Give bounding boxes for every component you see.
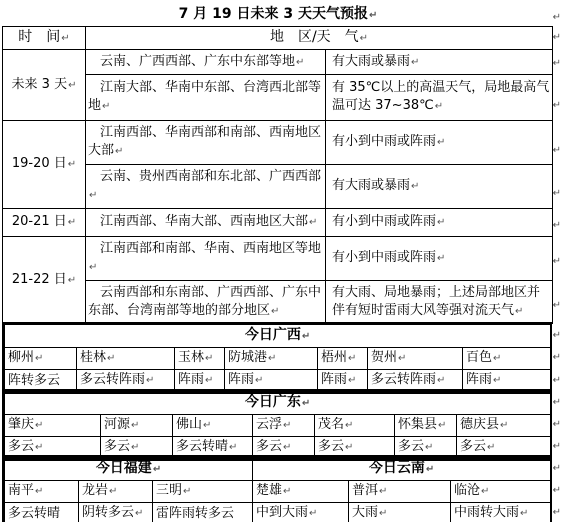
- row-end-mark: ↵: [552, 419, 561, 430]
- weather-cell: 阵雨↵: [175, 370, 225, 392]
- weather-cell: 多云↵: [395, 437, 457, 459]
- weather-cell: 阵转多云: [5, 370, 77, 392]
- row-end-mark: ↵: [552, 463, 561, 474]
- row-end-mark: ↵: [552, 145, 561, 156]
- forecast-row: [3, 50, 553, 75]
- weather-cell: 有大雨或暴雨↵: [326, 50, 553, 75]
- region-cell: 云南、贵州西南部和东北部、广西西部↵: [86, 165, 326, 209]
- city-cell: 南平↵: [5, 481, 79, 503]
- weather-cell: 多云↵: [457, 437, 551, 459]
- guangdong-section: [2, 389, 552, 461]
- row-end-mark: ↵: [552, 220, 561, 231]
- row-end-mark: ↵: [552, 375, 561, 386]
- weather-cell: 多云↵: [5, 437, 101, 459]
- region-cell: 江南西部和南部、华南、西南地区等地↵: [86, 237, 326, 281]
- city-cell: 防城港↵: [225, 348, 318, 370]
- city-cell: 梧州↵: [318, 348, 368, 370]
- city-cell: 德庆县↵: [457, 415, 551, 437]
- weather-cell: 中雨转大雨↵: [451, 503, 551, 522]
- row-end-mark: ↵: [552, 188, 561, 199]
- row-end-mark: ↵: [552, 330, 561, 341]
- weather-row: [5, 503, 551, 522]
- weather-cell: 雷阵雨转多云: [153, 503, 253, 522]
- city-row: [5, 481, 551, 503]
- forecast-header-row: [3, 27, 553, 50]
- city-row: [5, 415, 551, 437]
- weather-cell: 有 35℃以上的高温天气，局地最高气温可达 37~38℃↵: [326, 75, 553, 121]
- header-region: 地 区/天 气↵: [86, 27, 553, 50]
- region-cell: 江南西部、华南西部和南部、西南地区大部↵: [86, 121, 326, 165]
- city-cell: 河源↵: [101, 415, 173, 437]
- weather-cell: 多云转阵雨↵: [77, 370, 175, 392]
- weather-cell: 有小到中雨或阵雨↵: [326, 209, 553, 237]
- city-cell: 佛山↵: [173, 415, 253, 437]
- row-end-mark: ↵: [552, 507, 561, 518]
- section-title: 今日广西↵: [5, 325, 551, 348]
- forecast-table: [2, 26, 553, 324]
- forecast-row: [3, 281, 553, 324]
- row-end-mark: ↵: [552, 256, 561, 267]
- weather-cell: 多云↵: [101, 437, 173, 459]
- region-cell: 江南西部、华南大部、西南地区大部↵: [86, 209, 326, 237]
- weather-cell: 有小到中雨或阵雨↵: [326, 121, 553, 165]
- weather-cell: 多云转晴: [5, 503, 79, 522]
- row-end-mark: ↵: [552, 100, 561, 111]
- guangdong-table: [4, 391, 551, 459]
- region-cell: 江南大部、华南中东部、台湾西北部等地↵: [86, 75, 326, 121]
- forecast-row: [3, 75, 553, 121]
- forecast-row: [3, 237, 553, 281]
- city-cell: 临沧↵: [451, 481, 551, 503]
- period-cell: 21-22 日↵: [3, 237, 86, 324]
- city-cell: 三明↵: [153, 481, 253, 503]
- period-cell: 19-20 日↵: [3, 121, 86, 209]
- weather-cell: 有小到中雨或阵雨↵: [326, 237, 553, 281]
- city-row: [5, 348, 551, 370]
- city-cell: 普洱↵: [349, 481, 451, 503]
- row-end-mark: ↵: [552, 32, 561, 43]
- fujian-yunnan-table: [4, 457, 551, 522]
- city-cell: 肇庆↵: [5, 415, 101, 437]
- row-end-mark: ↵: [552, 58, 561, 69]
- weather-cell: 有大雨或暴雨↵: [326, 165, 553, 209]
- header-time: 时 间↵: [3, 27, 86, 50]
- guangxi-section: [2, 322, 552, 394]
- guangxi-table: [4, 324, 551, 392]
- weather-cell: 多云转阵雨↵: [368, 370, 463, 392]
- forecast-row: [3, 209, 553, 237]
- weather-cell: 大雨↵: [349, 503, 451, 522]
- city-cell: 怀集县↵: [395, 415, 457, 437]
- city-cell: 柳州↵: [5, 348, 77, 370]
- section-title-fujian: 今日福建↵: [5, 458, 253, 481]
- weather-cell: 阴转多云↵: [79, 503, 153, 522]
- city-cell: 桂林↵: [77, 348, 175, 370]
- row-end-mark: ↵: [552, 485, 561, 496]
- weather-cell: 多云↵: [315, 437, 395, 459]
- page-title: 7 月 19 日未来 3 天天气预报↵: [178, 6, 378, 22]
- weather-cell: 阵雨↵: [225, 370, 318, 392]
- forecast-row: [3, 165, 553, 209]
- city-cell: 百色↵: [463, 348, 551, 370]
- row-end-mark: ↵: [552, 352, 561, 363]
- region-cell: 云南西部和东南部、广西西部、广东中东部、台湾南部等地的部分地区↵: [86, 281, 326, 324]
- row-end-mark: ↵: [552, 12, 561, 23]
- section-title-yunnan: 今日云南↵: [253, 458, 551, 481]
- row-end-mark: ↵: [552, 441, 561, 452]
- weather-cell: 阵雨↵: [318, 370, 368, 392]
- city-cell: 茂名↵: [315, 415, 395, 437]
- weather-cell: 有大雨、局地暴雨；上述局部地区并伴有短时雷雨大风等强对流天气↵: [326, 281, 553, 324]
- city-cell: 云浮↵: [253, 415, 315, 437]
- forecast-row: [3, 121, 553, 165]
- city-cell: 贺州↵: [368, 348, 463, 370]
- weather-cell: 中到大雨↵: [253, 503, 349, 522]
- city-cell: 楚雄↵: [253, 481, 349, 503]
- weather-cell: 阵雨↵: [463, 370, 551, 392]
- city-cell: 龙岩↵: [79, 481, 153, 503]
- weather-cell: 多云↵: [253, 437, 315, 459]
- fujian-yunnan-section: [2, 455, 552, 522]
- row-end-mark: ↵: [552, 397, 561, 408]
- region-cell: 云南、广西西部、广东中东部等地↵: [86, 50, 326, 75]
- period-cell: 20-21 日↵: [3, 209, 86, 237]
- section-title: 今日广东↵: [5, 392, 551, 415]
- city-cell: 玉林↵: [175, 348, 225, 370]
- weather-cell: 多云转晴↵: [173, 437, 253, 459]
- row-end-mark: ↵: [552, 300, 561, 311]
- period-cell: 未来 3 天↵: [3, 50, 86, 121]
